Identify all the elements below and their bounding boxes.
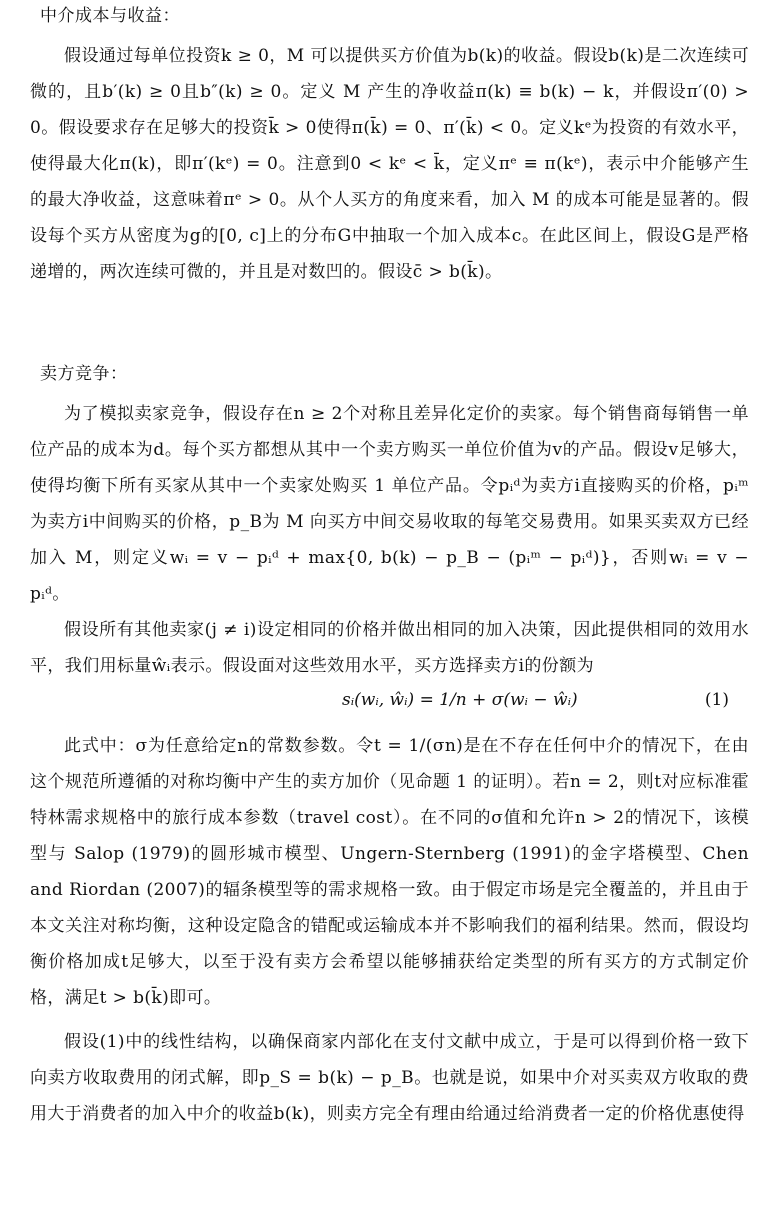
- paragraph-sigma-explanation: 此式中：σ为任意给定n的常数参数。令t = 1/(σn)是在不存在任何中介的情况下，在由这个规范所遵循的对称均衡中产生的卖方加价（见命题 1 的证明）。若n = 2，则t对应标准霍特林需求规格中的旅行成本参数（travel cost）。在不同的σ值和允许n > 2的情况下，该模型与 Salop (1979)的圆形城市模型、Ungern-Sternberg (1991)的金字塔模型、Chen and Riordan (2007)的辐条模型等的需求规格一致。由于假定市场是完全覆盖的，并且由于本文关注对称均衡，这种设定隐含的错配或运输成本并不影响我们的福利结果。然而，假设均衡价格加成t足够大，以至于没有卖方会希望以能够捕获给定类型的所有买方的方式制定价格，满足t > b(k̄)即可。: [30, 736, 749, 1008]
- paragraph-seller-model: 为了模拟卖家竞争，假设存在n ≥ 2个对称且差异化定价的卖家。每个销售商每销售一单位产品的成本为d。每个买方都想从其中一个卖方购买一单位价值为v的产品。假设v足够大，使得均衡下所有买家从其中一个卖家处购买 1 单位产品。令pᵢᵈ为卖方i直接购买的价格，pᵢᵐ为卖方i中间购买的价格，p_B为 M 向买方中间交易收取的每笔交易费用。如果买卖双方已经加入 M，则定义wᵢ = v − pᵢᵈ + max{0, b(k) − p_B − (pᵢᵐ − pᵢᵈ)}，否则wᵢ = v − pᵢᵈ。: [30, 404, 749, 604]
- equation-number: (1): [704, 690, 729, 710]
- equation-row: [30, 684, 749, 728]
- paragraph-utility-levels: 假设所有其他卖家(j ≠ i)设定相同的价格并做出相同的加入决策，因此提供相同的效用水平，我们用标量ŵᵢ表示。假设面对这些效用水平，买方选择卖方i的份额为: [30, 620, 749, 676]
- paragraph-linear-structure: 假设(1)中的线性结构，以确保商家内部化在支付文献中成立，于是可以得到价格一致下向卖方收取费用的闭式解，即p_S = b(k) − p_B。也就是说，如果中介对买卖双方收取的费用大于消费者的加入中介的收益b(k)，则卖方完全有理由给通过给消费者一定的价格优惠使得: [30, 1032, 749, 1124]
- section-heading-seller-competition: 卖方竞争：: [40, 364, 128, 384]
- paragraph-intermediary-cost: 假设通过每单位投资k ≥ 0，M 可以提供买方价值为b(k)的收益。假设b(k)是二次连续可微的，且b′(k) ≥ 0且b″(k) ≥ 0。定义 M 产生的净收益π(k) ≡ b(k) − k，并假设π′(0) > 0。假设要求存在足够大的投资k̄ > 0使得π(k̄) = 0、π′(k̄) < 0。定义kᵉ为投资的有效水平，使得最大化π(k)，即π′(kᵉ) = 0。注意到0 < kᵉ < k̄，定义πᵉ ≡ π(kᵉ)，表示中介能够产生的最大净收益，这意味着πᵉ > 0。从个人买方的角度来看，加入 M 的成本可能是显著的。假设每个买方从密度为g的[0, c]上的分布G中抽取一个加入成本c。在此区间上，假设G是严格递增的，两次连续可微的，并且是对数凹的。假设c̄ > b(k̄)。: [30, 46, 749, 282]
- equation-market-share: sᵢ(wᵢ, ŵᵢ) = 1/n + σ(wᵢ − ŵᵢ): [342, 690, 578, 710]
- section-heading-intermediary-cost: 中介成本与收益：: [40, 6, 180, 26]
- section-gap: [30, 290, 749, 362]
